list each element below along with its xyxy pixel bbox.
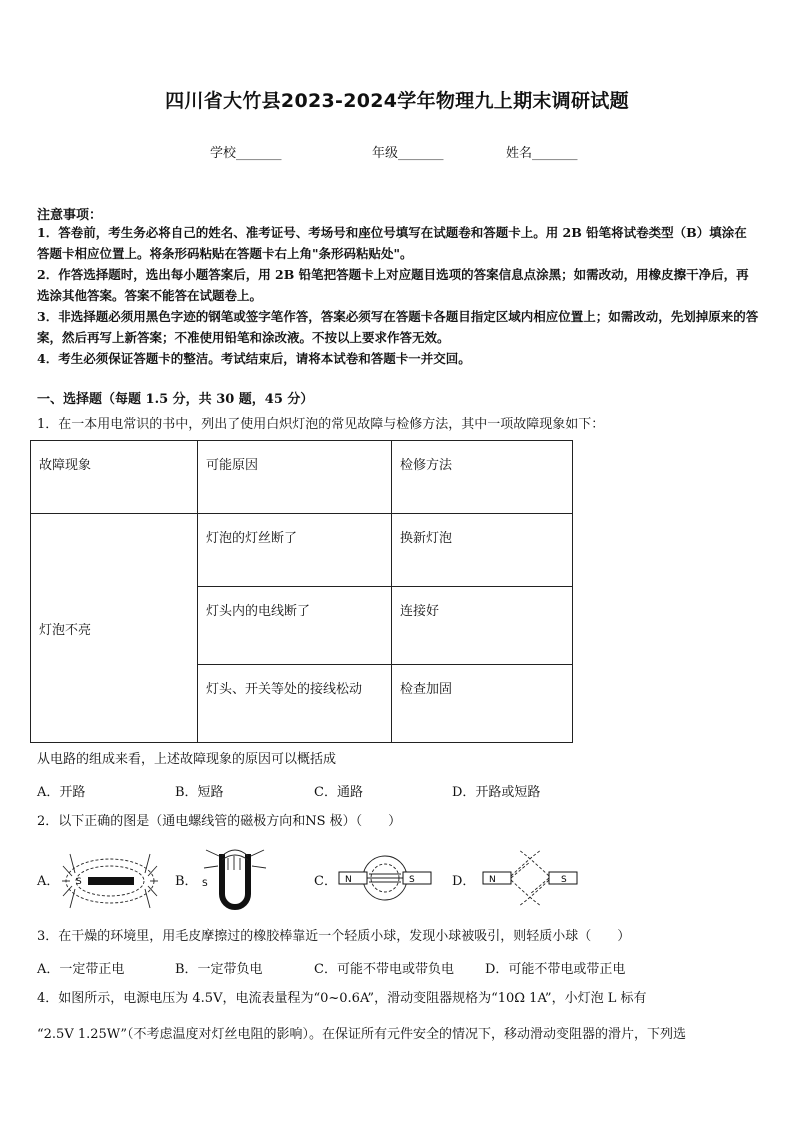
table-header-fix: 检修方法 (392, 441, 573, 514)
option-d: D． (452, 874, 476, 889)
pole-label-s: S (409, 875, 415, 885)
table-cell-fix: 检查加固 (392, 665, 573, 743)
pole-label-s: S (76, 877, 82, 887)
option-d: D．可能不带电或带正电 (485, 962, 626, 977)
school-field: 学校_______ (210, 146, 282, 161)
option-b: B．短路 (175, 785, 224, 800)
q4-line1: 4．如图所示，电源电压为 4.5V，电流表量程为“0~0.6A”，滑动变阻器规格为“10Ω 1A”，小灯泡 L 标有 (37, 991, 647, 1006)
pole-label-n: N (489, 875, 496, 885)
table-phenomenon-cell: 灯泡不亮 (31, 514, 198, 743)
option-a: A． (37, 874, 60, 889)
q4-line2: “2.5V 1.25W”（不考虑温度对灯丝电阻的影响）。在保证所有元件安全的情况下，移动滑动变阻器的滑片，下列选 (37, 1027, 687, 1042)
table-cell-fix: 换新灯泡 (392, 514, 573, 587)
table-header-phenomenon: 故障现象 (31, 441, 198, 514)
notes-list (37, 222, 759, 369)
pole-label-s: S (561, 875, 567, 885)
table-header-cause: 可能原因 (198, 441, 392, 514)
note-item: 3．非选择题必须用黑色字迹的钢笔或签字笔作答，答案必须写在答题卡各题目指定区域内相应位置上；如需改动，先划掉原来的答案，然后再写上新答案；不准使用铅笔和涂改液。不按以上要求作答无效。 (37, 309, 759, 345)
figure-b-u-magnet (200, 846, 270, 916)
option-a: A．一定带正电 (37, 962, 125, 977)
table-cell-cause: 灯头、开关等处的接线松动 (198, 665, 392, 743)
q3-stem: 3．在干燥的环境里，用毛皮摩擦过的橡胶棒靠近一个轻质小球，发现小球被吸引，则轻质小球（ ） (37, 929, 631, 944)
grade-field: 年级_______ (372, 146, 444, 161)
q3-options (0, 958, 794, 978)
table-cell-cause: 灯头内的电线断了 (198, 587, 392, 665)
table-cell-cause: 灯泡的灯丝断了 (198, 514, 392, 587)
option-c: C． (314, 874, 337, 889)
option-d: D．开路或短路 (452, 785, 541, 800)
option-a: A．开路 (37, 785, 86, 800)
q2-stem: 2．以下正确的图是（通电螺线管的磁极方向和NS 极）（ ） (37, 814, 402, 829)
name-field: 姓名_______ (506, 146, 578, 161)
figure-d-two-magnets (475, 848, 585, 908)
fault-table (30, 440, 573, 743)
figure-a-bar-magnet (60, 846, 160, 916)
page-title: 四川省大竹县2023-2024学年物理九上期末调研试题 (165, 90, 629, 112)
option-c: C．可能不带电或带负电 (314, 962, 454, 977)
note-item: 4．考生必须保证答题卡的整洁。考试结束后，请将本试卷和答题卡一并交回。 (37, 351, 471, 366)
option-b: B．一定带负电 (175, 962, 263, 977)
figure-c-two-magnets (335, 848, 435, 908)
q1-stem: 1．在一本用电常识的书中，列出了使用白炽灯泡的常见故障与检修方法，其中一项故障现象如下： (37, 417, 605, 432)
q1-options (0, 781, 794, 801)
q1-follow: 从电路的组成来看，上述故障现象的原因可以概括成 (37, 752, 337, 767)
note-item: 2．作答选择题时，选出每小题答案后，用 2B 铅笔把答题卡上对应题目选项的答案信息点涂黑；如需改动，用橡皮擦干净后，再选涂其他答案。答案不能答在试题卷上。 (37, 267, 749, 303)
option-b: B． (175, 874, 198, 889)
notes-heading: 注意事项： (37, 208, 103, 223)
table-cell-fix: 连接好 (392, 587, 573, 665)
pole-label-s: S (202, 879, 208, 889)
option-c: C．通路 (314, 785, 363, 800)
pole-label-n: N (345, 875, 352, 885)
section-heading: 一、选择题（每题 1.5 分，共 30 题，45 分） (37, 392, 314, 407)
note-item: 1．答卷前，考生务必将自己的姓名、准考证号、考场号和座位号填写在试题卷和答题卡上。用 2B 铅笔将试卷类型（B）填涂在答题卡相应位置上。将条形码粘贴在答题卡右上角"条形码粘贴处"。 (37, 225, 747, 261)
